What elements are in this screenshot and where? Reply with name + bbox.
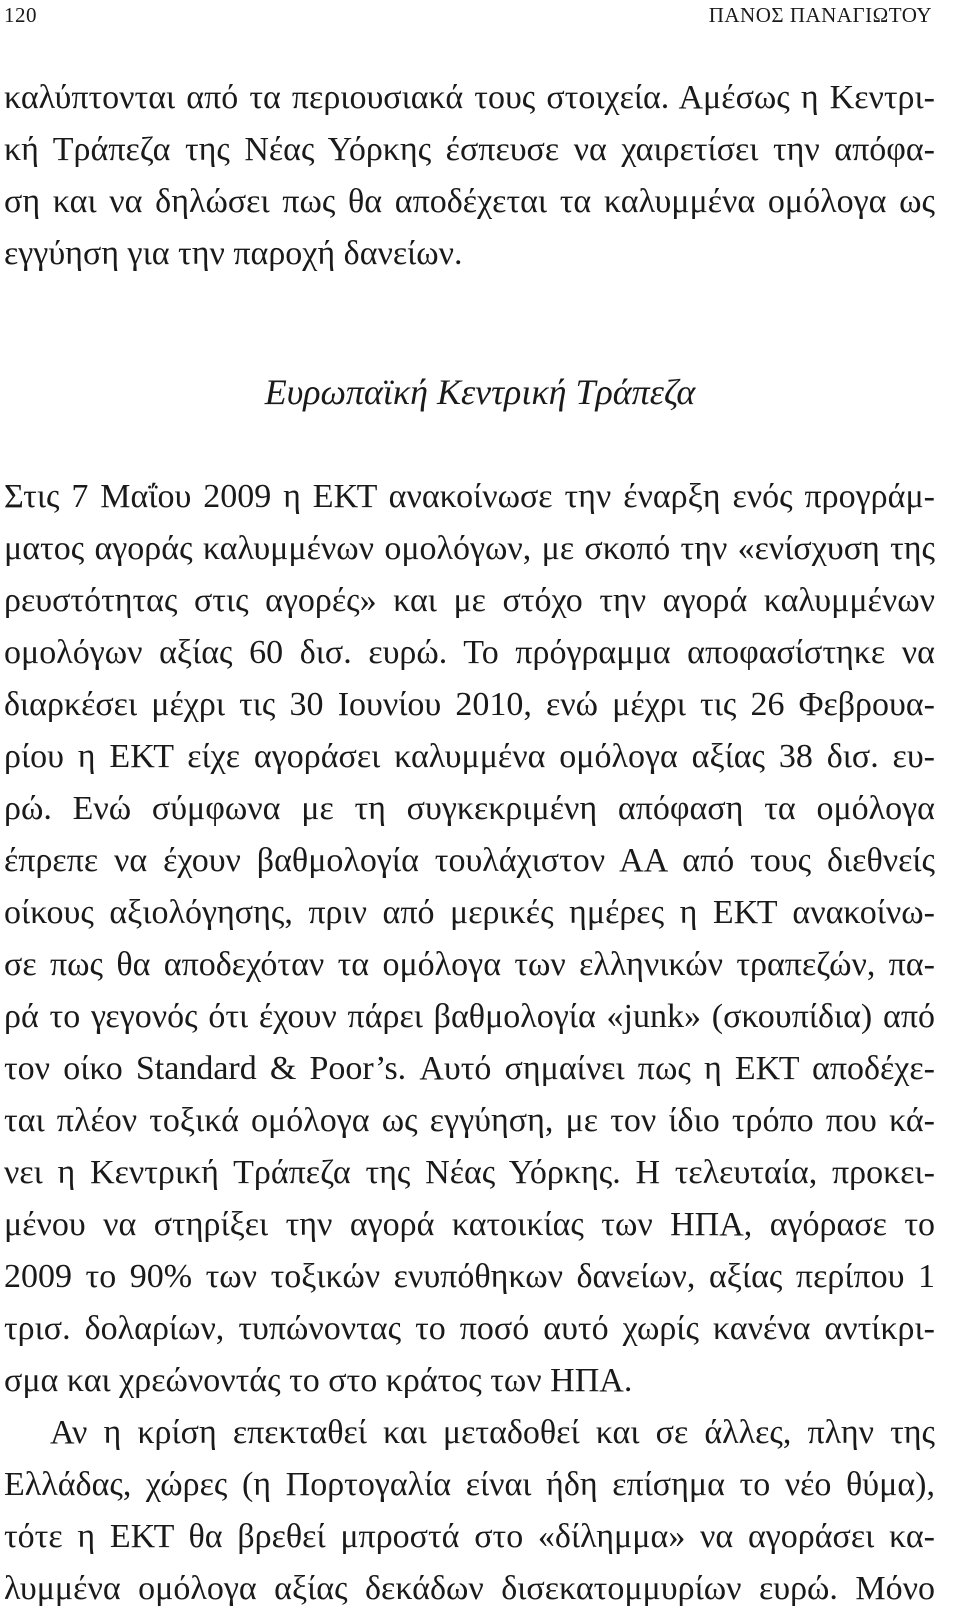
body-text-line: κή Τράπεζα της Νέας Υόρκης έσπευσε να χαιρετίσει την απόφα- xyxy=(4,131,935,168)
body-text-line: ση και να δηλώσει πως θα αποδέχεται τα καλυμμένα ομόλογα ως xyxy=(4,183,935,220)
body-text-line: Ελλάδας, χώρες (η Πορτογαλία είναι ήδη επίσημα το νέο θύμα), xyxy=(4,1466,935,1503)
body-text-line: ματος αγοράς καλυμμένων ομολόγων, με σκοπό την «ενίσχυση της xyxy=(4,530,935,567)
body-text-line: ρώ. Ενώ σύμφωνα με τη συγκεκριμένη απόφαση τα ομόλογα xyxy=(4,790,935,827)
body-text-line: έπρεπε να έχουν βαθμολογία τουλάχιστον ΑΑ από τους διεθνείς xyxy=(4,842,935,879)
page-number: 120 xyxy=(4,3,37,27)
body-text-line: διαρκέσει μέχρι τις 30 Ιουνίου 2010, ενώ μέχρι τις 26 Φεβρουα- xyxy=(4,686,935,723)
body-text-line: λυμμένα ομόλογα αξίας δεκάδων δισεκατομμυρίων ευρώ. Μόνο xyxy=(4,1570,935,1607)
body-text-line: Αν η κρίση επεκταθεί και μεταδοθεί και σε άλλες, πλην της xyxy=(50,1414,935,1451)
body-text-line: καλύπτονται από τα περιουσιακά τους στοιχεία. Αμέσως η Κεντρι- xyxy=(4,79,935,116)
body-text-line: Στις 7 Μαΐου 2009 η ΕΚΤ ανακοίνωσε την έναρξη ενός προγράμ- xyxy=(4,478,935,515)
section-heading: Ευρωπαϊκή Κεντρική Τράπεζα xyxy=(264,372,696,412)
body-text-line: ρίου η ΕΚΤ είχε αγοράσει καλυμμένα ομόλογα αξίας 38 δισ. ευ- xyxy=(4,738,935,775)
running-header: ΠΑΝΟΣ ΠΑΝΑΓΙΩΤΟΥ xyxy=(708,3,932,27)
body-text-line: οίκους αξιολόγησης, πριν από μερικές ημέρες η ΕΚΤ ανακοίνω- xyxy=(4,894,935,931)
body-text-line: ται πλέον τοξικά ομόλογα ως εγγύηση, με τον ίδιο τρόπο που κά- xyxy=(4,1102,935,1139)
body-text-line: σε πως θα αποδεχόταν τα ομόλογα των ελληνικών τραπεζών, πα- xyxy=(4,946,935,983)
body-text-line: ρευστότητας στις αγορές» και με στόχο την αγορά καλυμμένων xyxy=(4,582,935,619)
body-text-line: εγγύηση για την παροχή δανείων. xyxy=(4,235,463,272)
body-text-line: σμα και χρεώνοντάς το στο κράτος των ΗΠΑ. xyxy=(4,1362,633,1399)
body-text-line: μένου να στηρίξει την αγορά κατοικίας των ΗΠΑ, αγόρασε το xyxy=(4,1206,935,1243)
body-text-line: τον οίκο Standard & Poor’s. Αυτό σημαίνει πως η ΕΚΤ αποδέχε- xyxy=(4,1050,935,1087)
body-text-line: νει η Κεντρική Τράπεζα της Νέας Υόρκης. Η τελευταία, προκει- xyxy=(4,1154,935,1191)
body-text-line: 2009 το 90% των τοξικών ενυπόθηκων δανείων, αξίας περίπου 1 xyxy=(4,1258,935,1295)
body-text-line: τότε η ΕΚΤ θα βρεθεί μπροστά στο «δίλημμα» να αγοράσει κα- xyxy=(4,1518,935,1555)
body-text-line: τρισ. δολαρίων, τυπώνοντας το ποσό αυτό χωρίς κανένα αντίκρι- xyxy=(4,1310,935,1347)
body-text-line: ρά το γεγονός ότι έχουν πάρει βαθμολογία «junk» (σκουπίδια) από xyxy=(4,998,935,1035)
body-text-line: ομολόγων αξίας 60 δισ. ευρώ. Το πρόγραμμα αποφασίστηκε να xyxy=(4,634,935,671)
